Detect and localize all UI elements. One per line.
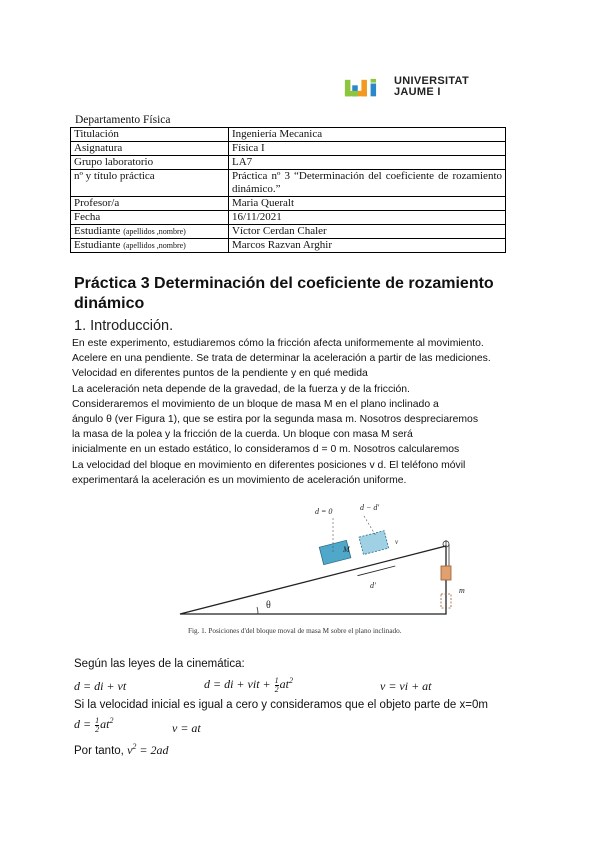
kinematics-intro: Según las leyes de la cinemática: (74, 658, 245, 670)
university-logo (342, 76, 472, 106)
department-label: Departamento Física (75, 114, 171, 126)
intro-line: Consideraremos el movimiento de un bloque de masa M en el plano inclinado a (72, 398, 439, 410)
zero-velocity-text: Si la velocidad inicial es igual a cero y consideramos que el objeto parte de x=0m (74, 699, 488, 711)
section-heading: 1. Introducción. (74, 318, 174, 334)
row-label: Titulación (71, 128, 229, 142)
row-value: Maria Queralt (229, 197, 506, 211)
row-value: 16/11/2021 (229, 211, 506, 225)
row-label: Asignatura (71, 142, 229, 156)
intro-line: Acelere en una pendiente. Se trata de determinar la aceleración a partir de las mediciones. (72, 353, 491, 365)
intro-line: ángulo θ (ver Figura 1), que se estira por la segunda masa m. Nosotros despreciaremos (72, 414, 479, 426)
eq4-exponent: 2 (109, 716, 114, 725)
table-row (71, 211, 506, 225)
eq2-left: d = di + vit + (204, 677, 271, 691)
angle-arc (257, 607, 258, 614)
logo-text (394, 76, 469, 98)
conclusion-equation: $v^2 = 2ad$ (127, 742, 169, 757)
row-label: Fecha (71, 211, 229, 225)
intro-paragraph (72, 336, 532, 488)
page-title: Práctica 3 Determinación del coeficiente de rozamiento dinámico (74, 275, 494, 312)
intro-line: la masa de la polea y la fricción de la cuerda. Un bloque con masa M será (72, 429, 413, 441)
intro-line: En este experimento, estudiaremos cómo la fricción afecta uniformemente al movimiento. (72, 338, 484, 349)
table-row (71, 142, 506, 156)
row-label-main: Estudiante (74, 239, 121, 251)
block-M-ghost (359, 531, 389, 555)
intro-line: La aceleración neta depende de la gravedad, de la fuerza y de la fricción. (72, 383, 410, 395)
row-label (71, 239, 229, 253)
info-table (70, 127, 506, 253)
table-row (71, 128, 506, 142)
conclusion-text: Por tanto, (74, 745, 124, 757)
equation-5: v = at (172, 721, 201, 735)
table-row (71, 156, 506, 170)
row-label: Profesor/a (71, 197, 229, 211)
row-value: Física I (229, 142, 506, 156)
conclusion-line (74, 742, 169, 758)
row-value: Marcos Razvan Arghir (229, 239, 506, 253)
row-value: Práctica nº 3 “Determinación del coeficiente de rozamiento dinámico.” (229, 170, 506, 197)
row-label-small: (apellidos ,nombre) (123, 241, 186, 250)
eq4-left: d = (74, 717, 92, 731)
inclined-plane-figure (178, 500, 478, 622)
table-row (71, 239, 506, 253)
eq2-right: at (279, 677, 289, 691)
row-label: Grupo laboratorio (71, 156, 229, 170)
fraction-half: $\frac{1}{2}$ (274, 675, 279, 694)
intro-line: experimentará la aceleración es un movimiento de aceleración uniforme. (72, 474, 407, 486)
equation-1: d = di + vt (74, 679, 127, 693)
incline-ramp (180, 546, 446, 614)
row-label: nº y título práctica (71, 170, 229, 197)
label-m: m (459, 586, 465, 595)
equation-4 (74, 716, 113, 734)
table-row (71, 197, 506, 211)
label-M: M (343, 545, 350, 554)
hanging-block (441, 566, 451, 580)
fraction-half: $\frac{1}{2}$ (95, 715, 100, 734)
row-label-small: (apellidos ,nombre) (123, 227, 186, 236)
eq2-exponent: 2 (288, 676, 293, 685)
label-dd: d − d′ (360, 503, 380, 512)
row-value: Ingeniería Mecanica (229, 128, 506, 142)
eq4-right: at (100, 717, 110, 731)
logo-line-2: JAUME I (394, 86, 441, 98)
label-d0: d = 0 (315, 507, 333, 516)
table-row (71, 170, 506, 197)
label-v: v (395, 538, 399, 546)
label-dprime: d′ (370, 581, 376, 590)
equation-3: v = vi + at (380, 679, 432, 693)
table-row (71, 225, 506, 239)
intro-line: Velocidad en diferentes puntos de la pendiente y en qué medida (72, 368, 368, 380)
row-value: LA7 (229, 156, 506, 170)
equation-2 (204, 676, 293, 694)
figure-caption: Fig. 1. Posiciones d'del bloque moval de masa M sobre el plano inclinado. (188, 627, 402, 635)
label-theta: θ (266, 600, 271, 611)
row-value: Víctor Cerdan Chaler (229, 225, 506, 239)
logo-line-1: UNIVERSITAT (394, 75, 470, 87)
intro-line: La velocidad del bloque en movimiento en diferentes posiciones v d. El teléfono móvil (72, 459, 466, 471)
row-label-main: Estudiante (74, 225, 121, 237)
row-label (71, 225, 229, 239)
intro-line: inicialmente en un estado estático, lo consideramos d = 0 m. Nosotros calcularemos (72, 444, 460, 456)
